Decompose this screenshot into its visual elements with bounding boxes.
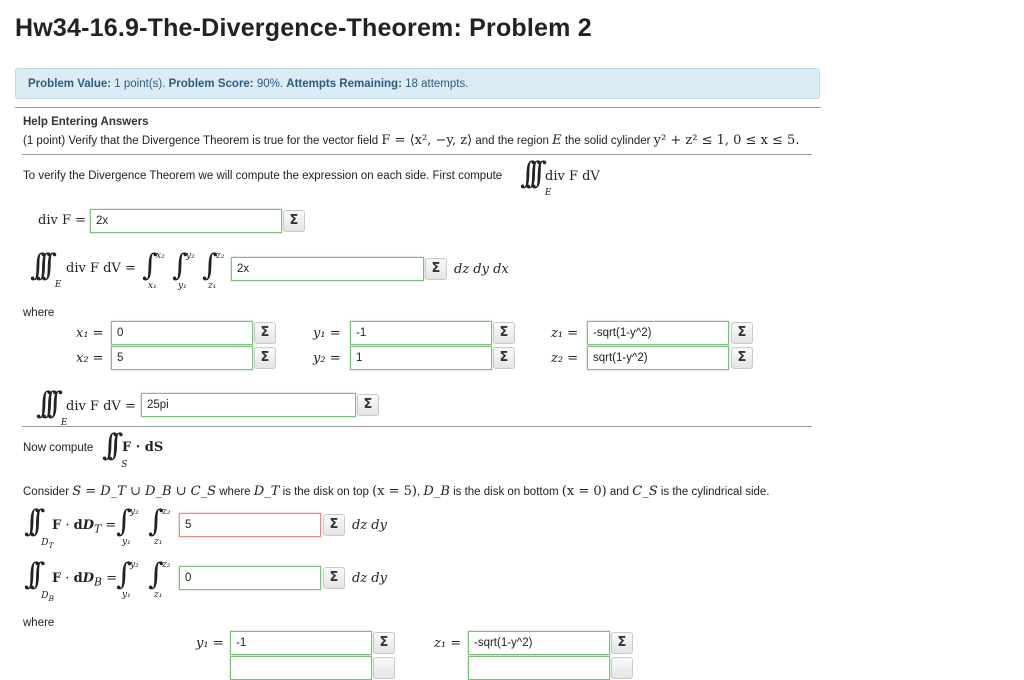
bottom-disk-integrand-input[interactable] [179, 566, 321, 590]
disk-z2-input[interactable] [468, 656, 610, 680]
z1-input[interactable] [587, 321, 729, 345]
y1-input[interactable] [350, 321, 492, 345]
iterated-integral-x: ∫ x₂ x₁ [142, 248, 165, 291]
triple-integral-result-input[interactable] [141, 393, 356, 417]
disk-y1-input[interactable] [230, 631, 372, 655]
triple-integral-symbol: $\int\int\int_E$ [30, 248, 62, 290]
equation-editor-button[interactable]: Σ [731, 347, 753, 369]
y1-label: y₁ = [196, 636, 224, 651]
div-f-dv-expression: div F dV = [66, 399, 136, 414]
divider [22, 154, 812, 155]
problem-value: 1 point(s). [114, 78, 166, 90]
db-description: is the disk on bottom [453, 486, 559, 498]
and-text: and [609, 486, 630, 498]
iterated-integral-z: ∫ z₂ z₁ [148, 557, 171, 600]
div-f-input[interactable] [90, 209, 282, 233]
consider-statement [23, 484, 770, 499]
cs-description: is the cylindrical side. [660, 486, 770, 498]
double-integral-symbol: $\int\int_{D_B}$ [24, 557, 54, 603]
div-f-dv-expression: div F dV = [66, 261, 136, 276]
triple-integral-symbol: $\int\int\int_E$ [520, 156, 552, 198]
x1-input[interactable] [111, 321, 253, 345]
top-disk-integrand-input[interactable] [179, 513, 321, 537]
equation-editor-button[interactable]: Σ [283, 210, 305, 232]
divider [15, 107, 821, 108]
intro-text: To verify the Divergence Theorem we will compute the expression on each side. First compute [23, 170, 503, 182]
bottom-disk-flux-expression: $F \cdot dD_B$ = [52, 571, 118, 589]
divider [22, 426, 812, 427]
equation-editor-button[interactable] [611, 657, 633, 679]
triple-integral-symbol: $\int\int\int_E$ [36, 386, 68, 428]
equation-editor-button[interactable]: Σ [357, 394, 379, 416]
iterated-integral-z: ∫ z₂ z₁ [148, 504, 171, 547]
y2-input[interactable] [350, 346, 492, 370]
page-title: Hw34-16.9-The-Divergence-Theorem: Problem 2 [15, 14, 592, 42]
where-label: where [23, 307, 55, 319]
differentials-dz-dy: dz dy [352, 518, 387, 533]
problem-score: 90%. [256, 78, 284, 90]
iterated-integral-y: ∫ y₂ y₁ [116, 557, 139, 600]
disk-z1-input[interactable] [468, 631, 610, 655]
flux-expression: F · dS [122, 440, 164, 455]
equation-editor-button[interactable]: Σ [323, 514, 345, 536]
div-f-label: div F = [38, 213, 87, 228]
now-compute-text: Now compute [23, 442, 94, 454]
equation-editor-button[interactable]: Σ [731, 322, 753, 344]
y1-label: y₁ = [313, 326, 341, 341]
db-condition: (x = 0) [561, 484, 607, 499]
double-integral-symbol: $\int\int_S$ [102, 428, 128, 470]
vector-field-formula: F = ⟨x², −y, z⟩ [381, 133, 473, 148]
equation-editor-button[interactable]: Σ [373, 632, 395, 654]
z2-input[interactable] [587, 346, 729, 370]
z1-label: z₁ = [434, 636, 462, 651]
x1-label: x₁ = [76, 326, 104, 341]
double-integral-symbol: $\int\int_{D_T}$ [24, 504, 54, 550]
div-f-dv-expression: div F dV [545, 169, 600, 184]
help-entering-answers-link[interactable]: Help Entering Answers [23, 116, 149, 128]
where-label: where [23, 617, 55, 629]
iterated-integral-z: ∫ z₂ z₁ [202, 248, 225, 291]
equation-editor-button[interactable]: Σ [323, 567, 345, 589]
cs-symbol: C_S [632, 484, 658, 499]
db-symbol: D_B [423, 484, 450, 499]
x2-input[interactable] [111, 346, 253, 370]
dt-symbol: D_T [253, 484, 280, 499]
problem-points-text: (1 point) Verify that the Divergence Theorem is true for the vector field [23, 135, 379, 147]
surface-union-formula: S = D_T ∪ D_B ∪ C_S [72, 484, 217, 499]
equation-editor-button[interactable]: Σ [254, 347, 276, 369]
problem-statement [23, 133, 799, 148]
equation-editor-button[interactable]: Σ [493, 347, 515, 369]
iterated-integral-y: ∫ y₂ y₁ [172, 248, 195, 291]
disk-y2-input[interactable] [230, 656, 372, 680]
x2-label: x₂ = [76, 351, 104, 366]
equation-editor-button[interactable]: Σ [254, 322, 276, 344]
region-symbol: E [552, 133, 562, 148]
equation-editor-button[interactable] [373, 657, 395, 679]
dt-description: is the disk on top [282, 486, 369, 498]
where-text: where [219, 486, 251, 498]
differentials-dz-dy-dx: dz dy dx [454, 262, 509, 277]
iterated-integral-y: ∫ y₂ y₁ [116, 504, 139, 547]
top-disk-flux-expression: $F \cdot dD_T$ = [52, 518, 117, 536]
differentials-dz-dy: dz dy [352, 571, 387, 586]
triple-integrand-input[interactable] [231, 257, 424, 281]
equation-editor-button[interactable]: Σ [611, 632, 633, 654]
z2-label: z₂ = [551, 351, 579, 366]
consider-label: Consider [23, 486, 70, 498]
region-inequality: y² + z² ≤ 1, 0 ≤ x ≤ 5. [653, 133, 800, 148]
equation-editor-button[interactable]: Σ [425, 258, 447, 280]
and-region-text: and the region [475, 135, 549, 147]
problem-status-box [15, 68, 820, 99]
equation-editor-button[interactable]: Σ [493, 322, 515, 344]
z1-label: z₁ = [551, 326, 579, 341]
attempts-remaining: 18 attempts. [405, 78, 469, 90]
problem-value-label: Problem Value: [28, 78, 112, 90]
attempts-label: Attempts Remaining: [286, 78, 402, 90]
region-description: the solid cylinder [564, 135, 651, 147]
y2-label: y₂ = [313, 351, 341, 366]
problem-score-label: Problem Score: [168, 78, 254, 90]
comma: , [417, 486, 421, 498]
dt-condition: (x = 5) [372, 484, 417, 499]
